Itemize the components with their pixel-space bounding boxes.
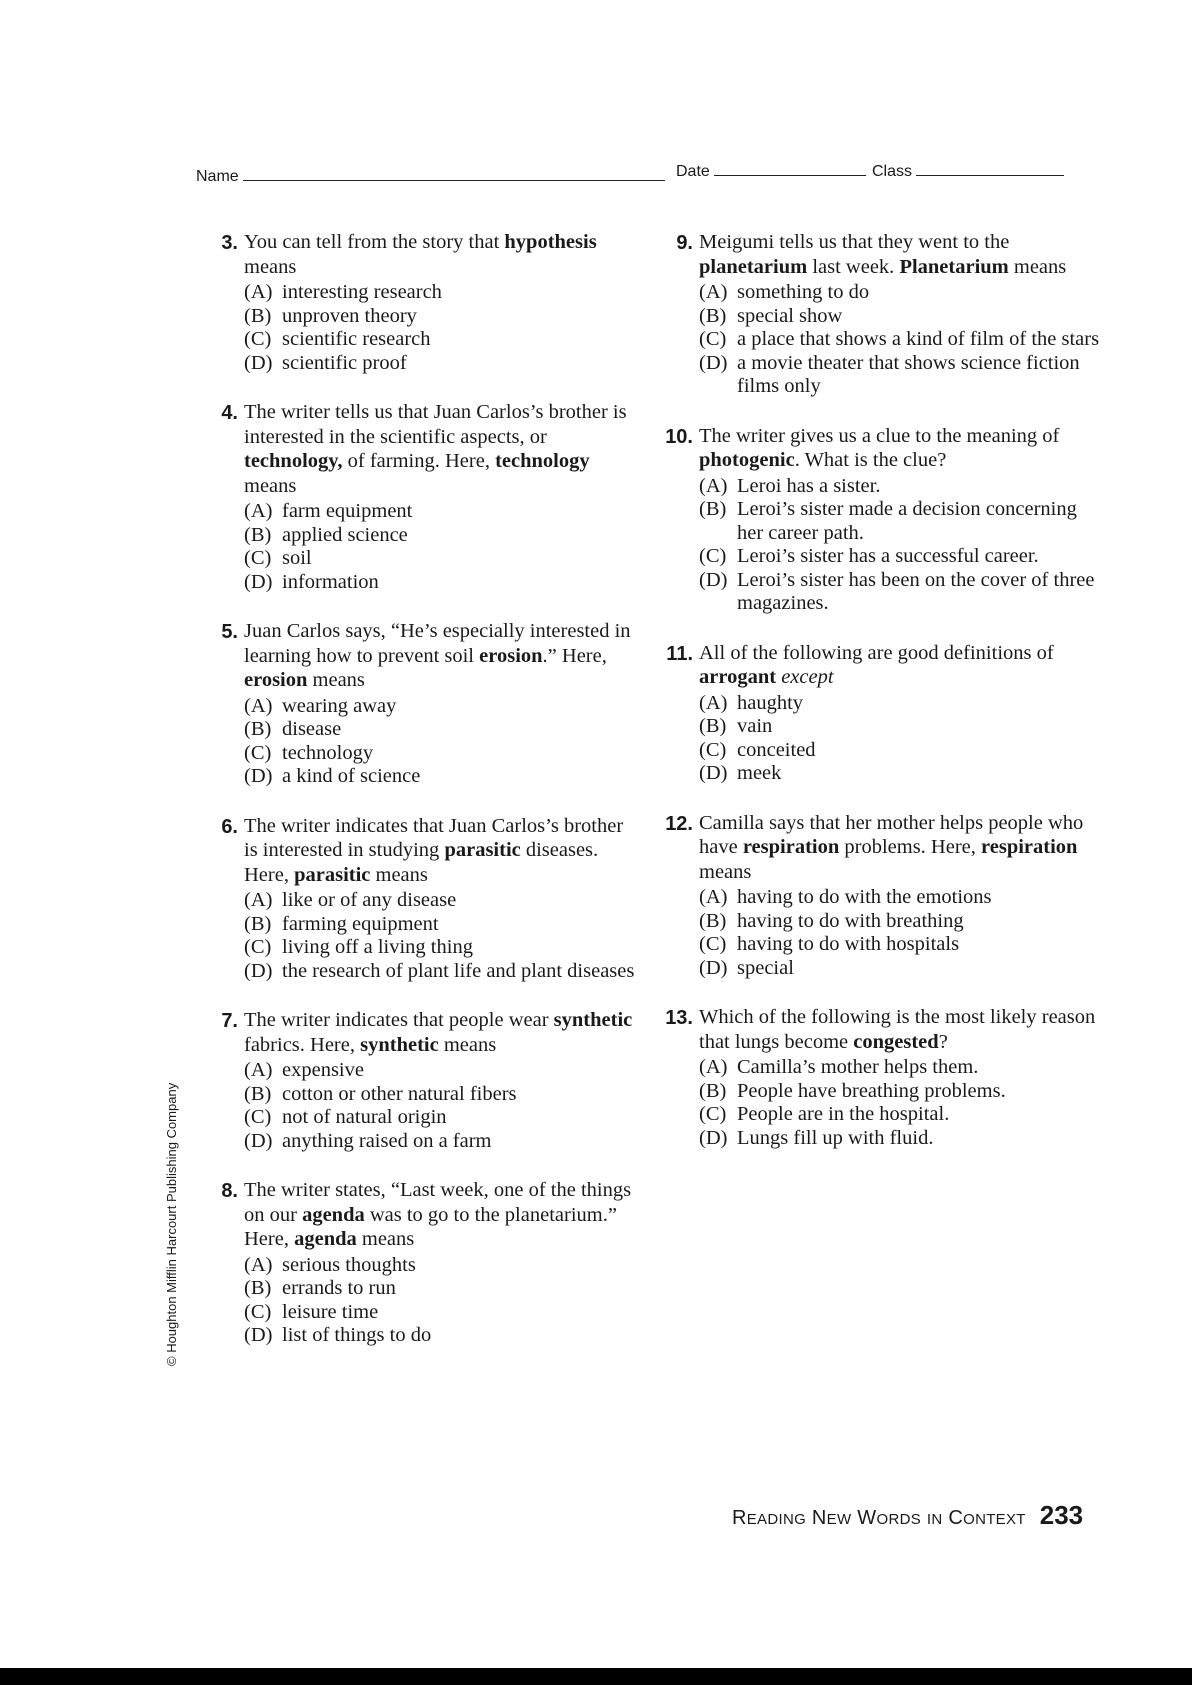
option-text: having to do with breathing	[737, 909, 964, 932]
running-title-initial: N	[811, 1507, 827, 1529]
publisher-credit: © Houghton Mifflin Harcourt Publishing Company	[164, 1082, 179, 1366]
name-label: Name	[196, 168, 239, 185]
option-text: scientific proof	[282, 351, 407, 374]
question-number: 11.	[666, 642, 693, 665]
running-title-word	[732, 1507, 806, 1529]
vocabulary-word: Planetarium	[899, 255, 1009, 278]
vocabulary-word: planetarium	[699, 255, 808, 278]
right-column	[665, 230, 1105, 1175]
question-number: 5.	[221, 621, 238, 643]
option-text: farming equipment	[282, 912, 439, 935]
question-number: 10.	[665, 425, 693, 448]
answer-option	[244, 547, 640, 571]
option-letter: (B)	[699, 1079, 727, 1102]
option-letter: (A)	[244, 694, 273, 717]
date-field	[676, 163, 866, 181]
question-item	[210, 1008, 640, 1153]
answer-option	[699, 475, 1105, 499]
stem-text: diseases. Here,	[244, 839, 599, 886]
answer-option	[699, 739, 1105, 763]
answer-option	[699, 281, 1105, 305]
answer-option	[244, 500, 640, 524]
stem-text: ?	[938, 1030, 948, 1053]
question-stem	[244, 400, 640, 498]
vocabulary-word: synthetic	[360, 1033, 439, 1056]
option-letter: (C)	[244, 1106, 272, 1128]
running-title-rest: ORDS	[876, 1511, 922, 1528]
stem-text: .” Here,	[542, 644, 607, 667]
running-title-initial: R	[732, 1507, 747, 1529]
option-letter: (A)	[244, 281, 273, 303]
name-field	[196, 168, 665, 186]
option-text: living off a living thing	[282, 936, 473, 958]
answer-option	[699, 957, 1105, 981]
option-letter: (A)	[244, 500, 273, 522]
question-item	[665, 230, 1105, 399]
vocabulary-word: parasitic	[294, 863, 371, 886]
option-letter: (C)	[244, 1300, 272, 1323]
option-text: having to do with the emotions	[737, 886, 992, 908]
option-letter: (B)	[699, 909, 727, 932]
date-line	[714, 165, 866, 176]
stem-text: Meigumi tells us that they went to the	[699, 231, 1010, 253]
option-letter: (B)	[244, 304, 272, 327]
question-stem	[699, 230, 1105, 279]
vocabulary-word: agenda	[294, 1228, 357, 1250]
option-letter: (B)	[244, 912, 272, 935]
answer-option	[244, 936, 640, 960]
option-text: interesting research	[282, 281, 442, 303]
answer-option	[244, 281, 640, 305]
vocabulary-word: technology	[495, 450, 590, 472]
question-item	[665, 1005, 1105, 1150]
answer-option	[699, 1056, 1105, 1080]
answer-option	[244, 1083, 640, 1107]
answer-option	[244, 960, 640, 984]
answer-options	[244, 889, 640, 983]
option-letter: (D)	[699, 956, 728, 979]
vocabulary-word: respiration	[981, 836, 1078, 858]
option-text: information	[282, 570, 379, 593]
question-item	[210, 1178, 640, 1348]
option-text: wearing away	[282, 694, 397, 717]
vocabulary-word: synthetic	[553, 1009, 633, 1031]
answer-option	[699, 352, 1105, 399]
question-item	[665, 424, 1105, 616]
stem-text: problems. Here,	[839, 836, 982, 858]
question-stem	[699, 424, 1105, 473]
class-line	[916, 165, 1064, 176]
option-letter: (A)	[699, 281, 728, 303]
option-letter: (C)	[244, 547, 272, 569]
stem-text: means	[244, 474, 297, 497]
running-title-rest: EW	[826, 1511, 852, 1528]
running-title-word	[948, 1507, 1025, 1529]
option-letter: (B)	[699, 304, 727, 327]
answer-option	[244, 1106, 640, 1130]
answer-option	[699, 715, 1105, 739]
option-letter: (A)	[699, 1056, 728, 1078]
option-letter: (A)	[244, 1059, 273, 1081]
question-stem	[699, 811, 1105, 885]
page-number: 233	[1039, 1500, 1084, 1530]
answer-option	[699, 1080, 1105, 1104]
option-text: unproven theory	[282, 304, 417, 327]
answer-option	[244, 1059, 640, 1083]
option-letter: (B)	[244, 1277, 272, 1299]
answer-option	[699, 762, 1105, 786]
option-text: Leroi’s sister has a successful career.	[737, 545, 1039, 567]
vocabulary-word: congested	[853, 1030, 939, 1053]
answer-options	[699, 692, 1105, 786]
vocabulary-word: photogenic	[699, 449, 795, 471]
answer-option	[699, 910, 1105, 934]
question-stem	[244, 230, 640, 279]
question-stem	[699, 641, 1105, 690]
option-letter: (D)	[244, 1129, 273, 1152]
option-text: a place that shows a kind of film of the stars	[737, 328, 1100, 350]
option-text: anything raised on a farm	[282, 1129, 492, 1152]
question-stem	[244, 619, 640, 693]
option-letter: (B)	[244, 1082, 272, 1105]
answer-options	[244, 695, 640, 789]
page-footer	[732, 1500, 1092, 1531]
stem-text: means	[244, 255, 297, 278]
answer-option	[699, 328, 1105, 352]
class-label: Class	[872, 163, 913, 180]
stem-text: last week.	[807, 255, 900, 278]
option-text: People are in the hospital.	[737, 1103, 950, 1125]
option-text: scientific research	[282, 328, 431, 350]
stem-text: Juan Carlos says, “He’s especially interested in learning how to prevent soil	[244, 620, 631, 667]
option-letter: (A)	[699, 474, 728, 497]
option-text: soil	[282, 547, 312, 569]
answer-option	[699, 545, 1105, 569]
stem-text: except	[781, 666, 834, 688]
option-letter: (D)	[699, 568, 728, 591]
option-letter: (D)	[699, 1126, 728, 1149]
answer-option	[699, 886, 1105, 910]
answer-option	[244, 352, 640, 376]
stem-text: means	[699, 860, 752, 883]
answer-option	[244, 913, 640, 937]
stem-text: All of the following are good definitions of	[699, 641, 1054, 664]
answer-option	[699, 305, 1105, 329]
stem-text: Which of the following is the most likely reason that lungs become	[699, 1006, 1096, 1053]
class-field	[872, 163, 1064, 181]
stem-text: Camilla says that her mother helps people who have	[699, 811, 1084, 858]
option-text: list of things to do	[282, 1324, 432, 1346]
option-letter: (B)	[244, 523, 272, 546]
option-text: disease	[282, 718, 342, 740]
option-text: farm equipment	[282, 500, 413, 522]
stem-text: means	[438, 1033, 497, 1056]
answer-option	[244, 718, 640, 742]
option-letter: (C)	[244, 328, 272, 350]
option-text: technology	[282, 741, 374, 764]
question-item	[210, 230, 640, 375]
answer-option	[244, 695, 640, 719]
vocabulary-word: hypothesis	[504, 231, 597, 253]
option-text: special show	[737, 304, 843, 327]
option-letter: (C)	[699, 933, 727, 955]
option-letter: (D)	[699, 351, 728, 374]
answer-options	[244, 281, 640, 375]
option-letter: (B)	[699, 715, 727, 737]
question-number: 3.	[221, 232, 238, 254]
vocabulary-word: respiration	[742, 836, 840, 858]
option-letter: (C)	[699, 1103, 727, 1125]
question-item	[210, 619, 640, 789]
running-title-initial: C	[948, 1507, 964, 1529]
option-text: something to do	[737, 281, 870, 303]
vocabulary-word: arrogant	[699, 666, 777, 688]
answer-options	[244, 1254, 640, 1348]
option-text: expensive	[282, 1059, 364, 1081]
option-text: having to do with hospitals	[737, 933, 960, 955]
option-text: serious thoughts	[282, 1253, 416, 1276]
question-stem	[244, 1178, 640, 1252]
option-letter: (A)	[699, 886, 728, 908]
answer-option	[699, 498, 1105, 545]
option-text: Camilla’s mother helps them.	[737, 1056, 979, 1078]
question-number: 7.	[221, 1010, 238, 1032]
option-text: Leroi has a sister.	[737, 474, 881, 497]
stem-text: fabrics. Here,	[244, 1033, 361, 1056]
option-text: the research of plant life and plant diseases	[282, 959, 635, 982]
question-number: 13.	[665, 1007, 693, 1029]
vocabulary-word: technology,	[244, 450, 343, 472]
answer-options	[699, 1056, 1105, 1150]
option-letter: (D)	[244, 959, 273, 982]
answer-option	[699, 692, 1105, 716]
question-number: 9.	[676, 232, 693, 254]
answer-option	[244, 1324, 640, 1348]
stem-text: The writer tells us that Juan Carlos’s brother is interested in the scientific aspects, or	[244, 401, 627, 448]
answer-options	[699, 886, 1105, 980]
option-text: errands to run	[282, 1277, 396, 1299]
left-column	[210, 230, 640, 1373]
question-number: 8.	[221, 1180, 238, 1202]
vocabulary-word: erosion	[479, 644, 543, 667]
option-letter: (B)	[244, 718, 272, 740]
running-title-initial: I	[926, 1511, 932, 1528]
option-text: leisure time	[282, 1300, 379, 1323]
stem-text: means	[307, 669, 365, 691]
option-letter: (D)	[244, 1324, 273, 1346]
option-letter: (C)	[244, 936, 272, 958]
answer-option	[699, 1103, 1105, 1127]
option-text: like or of any disease	[282, 889, 457, 911]
answer-option	[699, 1127, 1105, 1151]
option-text: not of natural origin	[282, 1106, 447, 1128]
answer-option	[244, 1301, 640, 1325]
option-letter: (C)	[699, 545, 727, 567]
name-line	[243, 170, 665, 181]
scan-edge-bar	[0, 1668, 1192, 1685]
stem-text: The writer indicates that people wear	[244, 1009, 554, 1031]
answer-option	[244, 1254, 640, 1278]
running-title-initial: W	[857, 1507, 877, 1529]
question-number: 12.	[665, 812, 693, 835]
answer-option	[244, 765, 640, 789]
stem-text: The writer states, “Last week, one of the things on our	[244, 1179, 632, 1226]
option-letter: (D)	[699, 762, 728, 784]
option-text: special	[737, 956, 794, 979]
option-text: vain	[737, 715, 773, 737]
answer-option	[244, 889, 640, 913]
option-letter: (B)	[699, 498, 727, 520]
option-text: a kind of science	[282, 765, 421, 787]
option-text: a movie theater that shows science fiction films only	[737, 351, 1080, 397]
option-text: People have breathing problems.	[737, 1079, 1006, 1102]
question-item	[665, 641, 1105, 786]
option-letter: (D)	[244, 570, 273, 593]
answer-option	[699, 569, 1105, 616]
question-number: 6.	[221, 815, 238, 838]
option-letter: (A)	[244, 889, 273, 911]
vocabulary-word: agenda	[302, 1203, 365, 1226]
answer-option	[244, 742, 640, 766]
option-letter: (D)	[244, 765, 273, 787]
answer-options	[699, 281, 1105, 399]
stem-text: means	[356, 1228, 415, 1250]
answer-option	[244, 1130, 640, 1154]
stem-text: means	[370, 863, 428, 886]
question-item	[210, 400, 640, 594]
answer-options	[699, 475, 1105, 616]
question-item	[210, 814, 640, 984]
question-stem	[244, 1008, 640, 1057]
answer-option	[244, 1277, 640, 1301]
option-text: Leroi’s sister made a decision concerning her career path.	[737, 498, 1077, 544]
stem-text: was to go to the planetarium.” Here,	[244, 1203, 617, 1250]
option-letter: (D)	[244, 351, 273, 374]
option-text: Leroi’s sister has been on the cover of three magazines.	[737, 568, 1095, 614]
stem-text: . What is the clue?	[794, 449, 947, 471]
question-number: 4.	[221, 402, 238, 424]
stem-text: The writer gives us a clue to the meaning of	[699, 424, 1060, 447]
option-text: cotton or other natural fibers	[282, 1082, 517, 1105]
running-title-word	[857, 1507, 921, 1529]
option-text: haughty	[737, 691, 804, 714]
answer-option	[699, 933, 1105, 957]
option-text: Lungs fill up with fluid.	[737, 1126, 934, 1149]
stem-text: The writer indicates that Juan Carlos’s brother is interested in studying	[244, 814, 624, 861]
answer-option	[244, 328, 640, 352]
question-item	[665, 811, 1105, 981]
running-title-word	[927, 1507, 943, 1529]
stem-text: means	[1008, 255, 1067, 278]
running-title-rest: N	[931, 1511, 943, 1528]
answer-option	[244, 524, 640, 548]
option-letter: (C)	[699, 328, 727, 350]
option-text: meek	[737, 762, 782, 784]
date-label: Date	[676, 163, 710, 180]
option-text: applied science	[282, 523, 408, 546]
option-letter: (C)	[244, 741, 272, 764]
question-stem	[244, 814, 640, 888]
answer-option	[244, 305, 640, 329]
vocabulary-word: parasitic	[444, 839, 521, 861]
option-letter: (A)	[699, 691, 728, 714]
vocabulary-word: erosion	[244, 669, 308, 691]
option-letter: (C)	[699, 738, 727, 761]
answer-option	[244, 571, 640, 595]
running-title	[732, 1507, 1026, 1529]
question-stem	[699, 1005, 1105, 1054]
answer-options	[244, 1059, 640, 1153]
stem-text: You can tell from the story that	[244, 231, 505, 253]
running-title-rest: ONTEXT	[963, 1511, 1026, 1528]
stem-text: of farming. Here,	[342, 450, 496, 472]
answer-options	[244, 500, 640, 594]
running-title-rest: EADING	[746, 1511, 807, 1528]
option-letter: (A)	[244, 1253, 273, 1276]
running-title-word	[812, 1507, 852, 1529]
option-text: conceited	[737, 738, 816, 761]
